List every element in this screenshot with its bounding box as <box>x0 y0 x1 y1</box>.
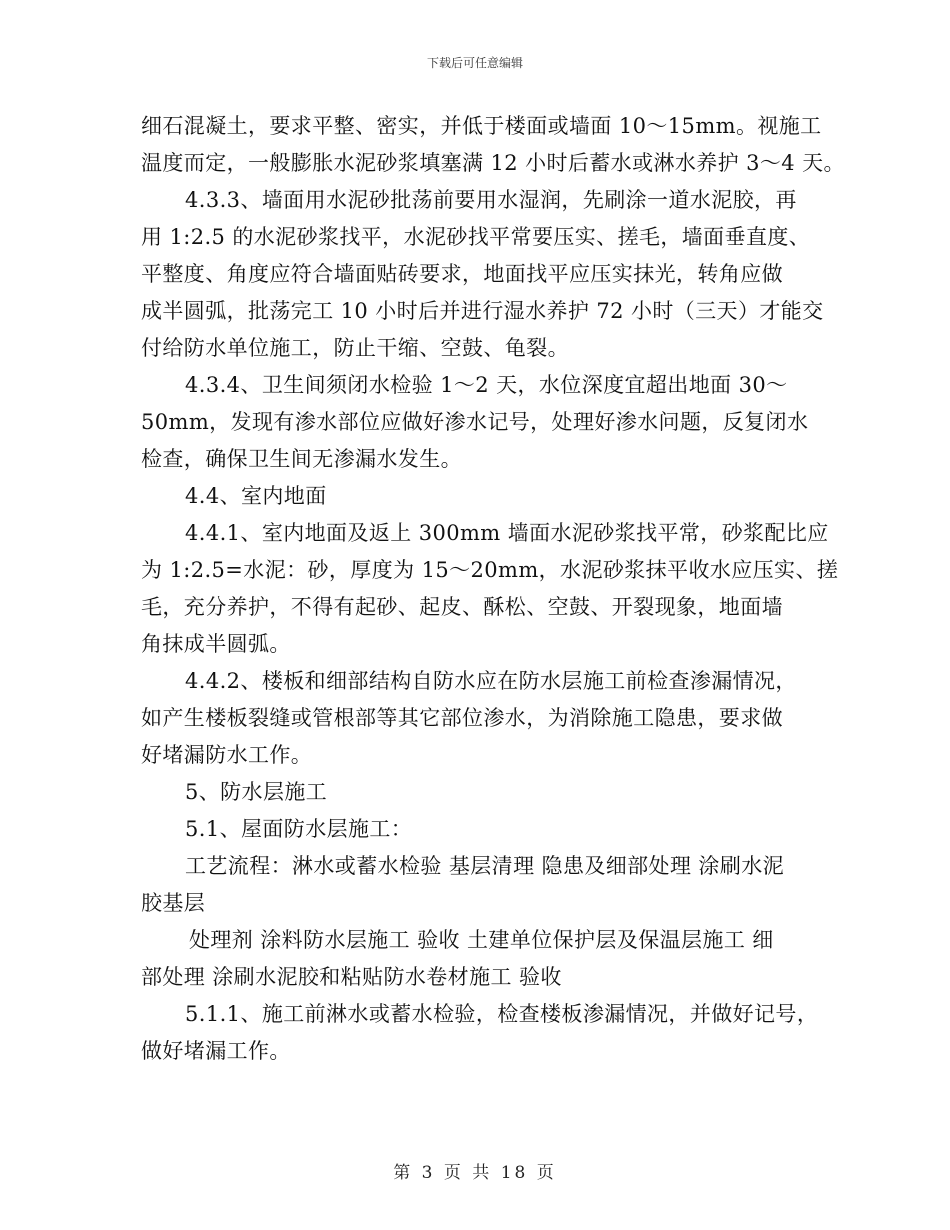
text-line: 用 1:2.5 的水泥砂浆找平，水泥砂找平常要压实、搓毛，墙面垂直度、 <box>141 225 811 249</box>
text-line: 付给防水单位施工，防止干缩、空鼓、龟裂。 <box>141 336 569 360</box>
document-body <box>141 108 845 1070</box>
text-line: 角抹成半圆弧。 <box>141 632 291 656</box>
text-line: 成半圆弧，批荡完工 10 小时后并进行湿水养护 72 小时（三天）才能交 <box>141 299 824 323</box>
text-line: 工艺流程：淋水或蓄水检验 基层清理 隐患及细部处理 涂刷水泥 <box>185 854 785 878</box>
text-line: 5、防水层施工 <box>185 780 328 804</box>
text-line: 50mm，发现有渗水部位应做好渗水记号，处理好渗水问题，反复闭水 <box>141 410 809 434</box>
text-line: 5.1.1、施工前淋水或蓄水检验，检查楼板渗漏情况，并做好记号， <box>185 1002 819 1026</box>
text-line: 好堵漏防水工作。 <box>141 743 313 767</box>
page-number: 第 3 页 共 18 页 <box>393 1163 557 1183</box>
text-line: 毛，充分养护，不得有起砂、起皮、酥松、空鼓、开裂现象，地面墙 <box>141 595 783 619</box>
text-line: 如产生楼板裂缝或管根部等其它部位渗水，为消除施工隐患，要求做 <box>141 706 783 730</box>
text-line: 温度而定，一般膨胀水泥砂浆填塞满 12 小时后蓄水或淋水养护 3～4 天。 <box>141 151 845 175</box>
text-line: 做好堵漏工作。 <box>141 1039 291 1063</box>
text-line: 处理剂 涂料防水层施工 验收 土建单位保护层及保温层施工 细 <box>189 928 774 952</box>
text-line: 平整度、角度应符合墙面贴砖要求，地面找平应压实抹光，转角应做 <box>141 262 783 286</box>
text-line: 检查，确保卫生间无渗漏水发生。 <box>141 447 462 471</box>
text-line: 4.3.3、墙面用水泥砂批荡前要用水湿润，先刷涂一道水泥胶，再 <box>185 188 797 212</box>
text-line: 5.1、屋面防水层施工： <box>185 817 413 841</box>
text-line: 4.4.2、楼板和细部结构自防水应在防水层施工前检查渗漏情况， <box>185 669 797 693</box>
page-header: 下载后可任意编辑 <box>426 56 523 70</box>
text-line: 为 1:2.5=水泥：砂，厚度为 15～20mm，水泥砂浆抹平收水应压实、搓 <box>141 558 839 582</box>
text-line: 4.4、室内地面 <box>185 484 327 508</box>
text-line: 胶基层 <box>141 891 206 915</box>
text-line: 细石混凝土，要求平整、密实，并低于楼面或墙面 10～15mm。视施工 <box>141 114 822 138</box>
text-line: 4.3.4、卫生间须闭水检验 1～2 天，水位深度宜超出地面 30～ <box>185 373 788 397</box>
text-line: 4.4.1、室内地面及返上 300mm 墙面水泥砂浆找平常，砂浆配比应 <box>185 521 829 545</box>
text-line: 部处理 涂刷水泥胶和粘贴防水卷材施工 验收 <box>141 965 562 989</box>
